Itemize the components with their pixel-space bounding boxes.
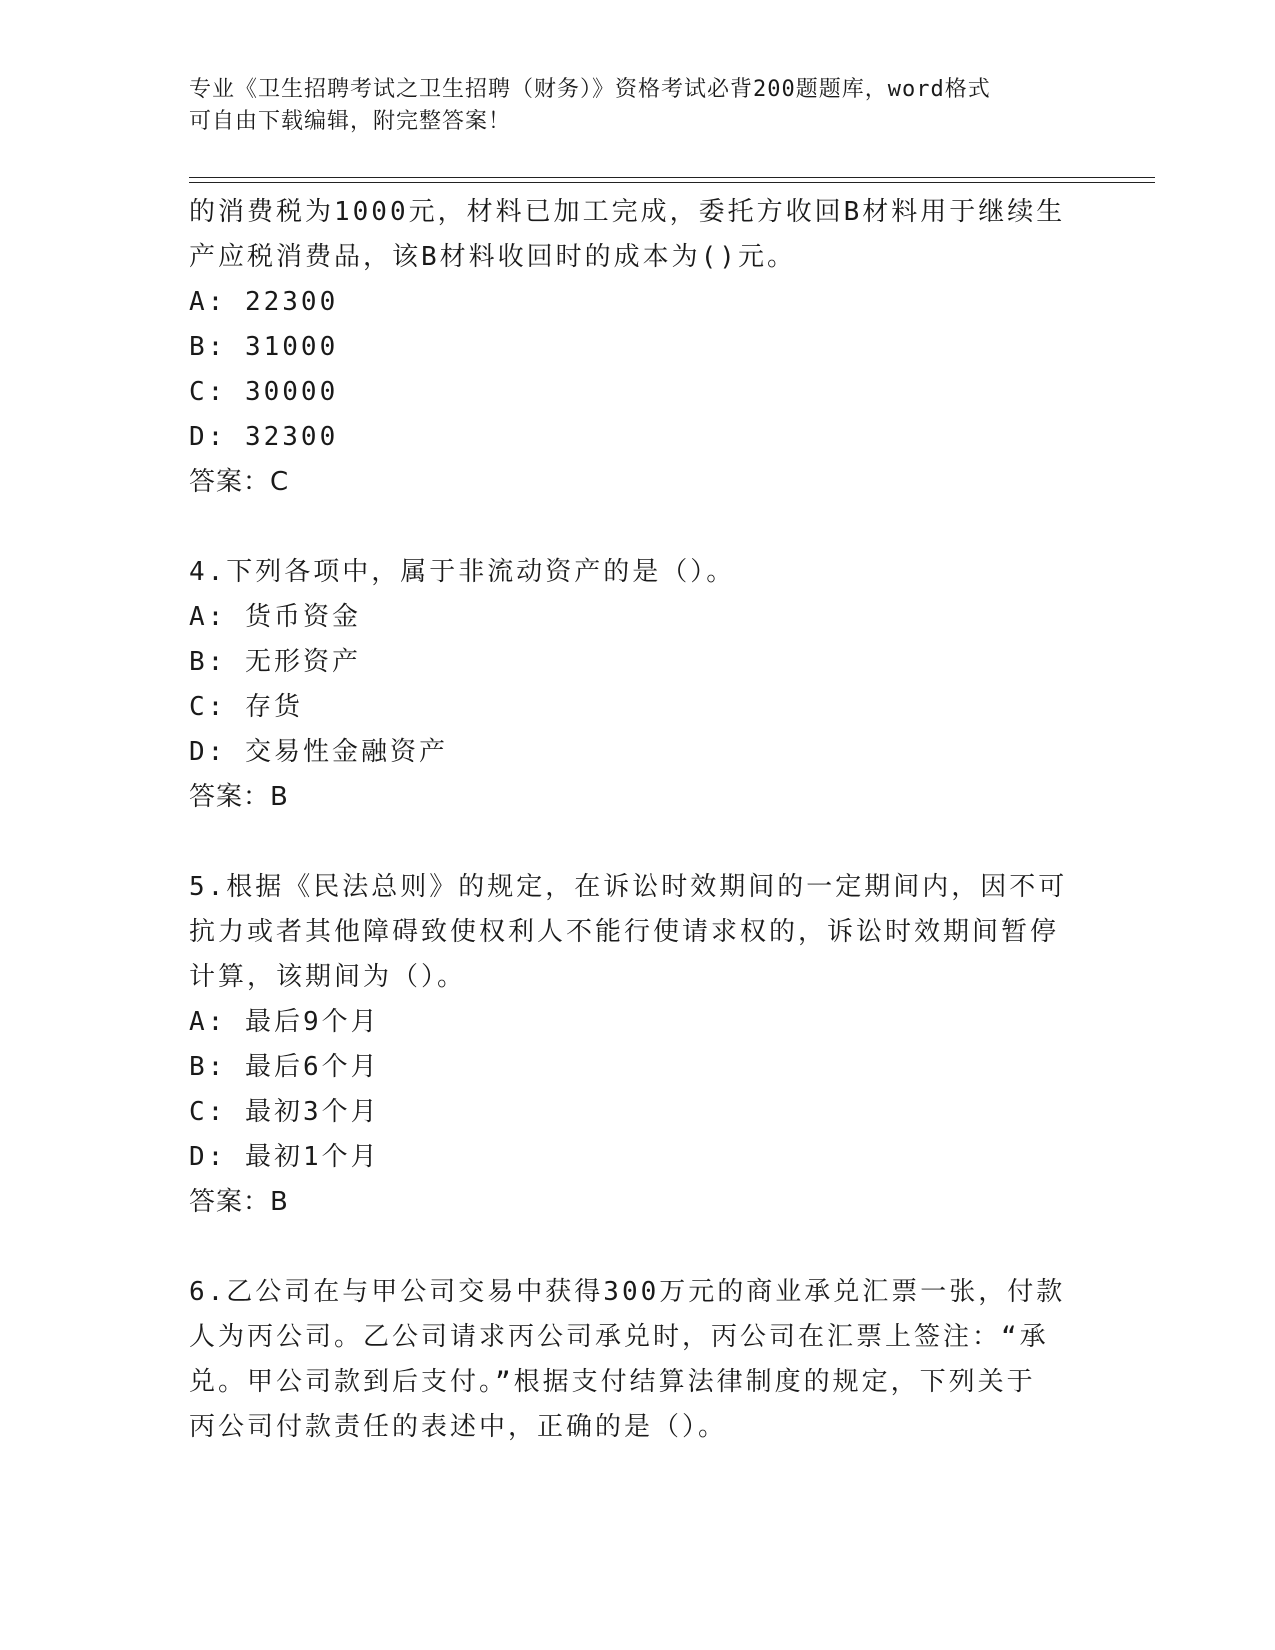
question-stem-line: 产应税消费品，该B材料收回时的成本为()元。 [189, 242, 796, 272]
answer-line: 答案：B [189, 1187, 289, 1217]
option-d: D: 32300 [189, 422, 339, 452]
option-c: C: 30000 [189, 377, 339, 407]
answer-line: 答案：B [189, 782, 289, 812]
question-stem-line: 计算，该期间为（）。 [189, 962, 467, 992]
option-a: A: 22300 [189, 287, 339, 317]
question-stem-line: 5.根据《民法总则》的规定，在诉讼时效期间的一定期间内，因不可 [189, 872, 1068, 902]
option-b: B: 最后6个月 [189, 1052, 380, 1082]
question-stem-line: 4.下列各项中，属于非流动资产的是（）。 [189, 557, 736, 587]
option-a: A: 货币资金 [189, 602, 361, 632]
answer-line: 答案：C [189, 467, 290, 497]
question-stem-line: 抗力或者其他障碍致使权利人不能行使请求权的，诉讼时效期间暂停 [189, 917, 1060, 947]
question-content [189, 190, 1089, 1450]
document-header [189, 74, 1069, 138]
spacer [189, 505, 1089, 550]
option-b: B: 无形资产 [189, 647, 361, 677]
spacer [189, 1225, 1089, 1270]
question-stem-line: 人为丙公司。乙公司请求丙公司承兑时，丙公司在汇票上签注：“承 [189, 1322, 1049, 1352]
question-6 [189, 1270, 1089, 1450]
header-divider [189, 177, 1155, 183]
header-title-line-1: 专业《卫生招聘考试之卫生招聘（财务）》资格考试必背200题题库，word格式 [189, 77, 991, 102]
question-4 [189, 550, 1089, 820]
option-d: D: 交易性金融资产 [189, 737, 448, 767]
option-c: C: 存货 [189, 692, 303, 722]
spacer [189, 820, 1089, 865]
option-c: C: 最初3个月 [189, 1097, 380, 1127]
question-3 [189, 190, 1089, 505]
question-stem-line: 丙公司付款责任的表述中，正确的是（）。 [189, 1412, 728, 1442]
question-5 [189, 865, 1089, 1225]
option-d: D: 最初1个月 [189, 1142, 380, 1172]
option-a: A: 最后9个月 [189, 1007, 380, 1037]
question-stem-line: 6.乙公司在与甲公司交易中获得300万元的商业承兑汇票一张，付款 [189, 1277, 1066, 1307]
option-b: B: 31000 [189, 332, 339, 362]
question-stem-line: 兑。甲公司款到后支付。”根据支付结算法律制度的规定，下列关于 [189, 1367, 1036, 1397]
question-stem-line: 的消费税为1000元，材料已加工完成，委托方收回B材料用于继续生 [189, 197, 1066, 227]
header-title-line-2: 可自由下载编辑，附完整答案！ [189, 109, 512, 134]
